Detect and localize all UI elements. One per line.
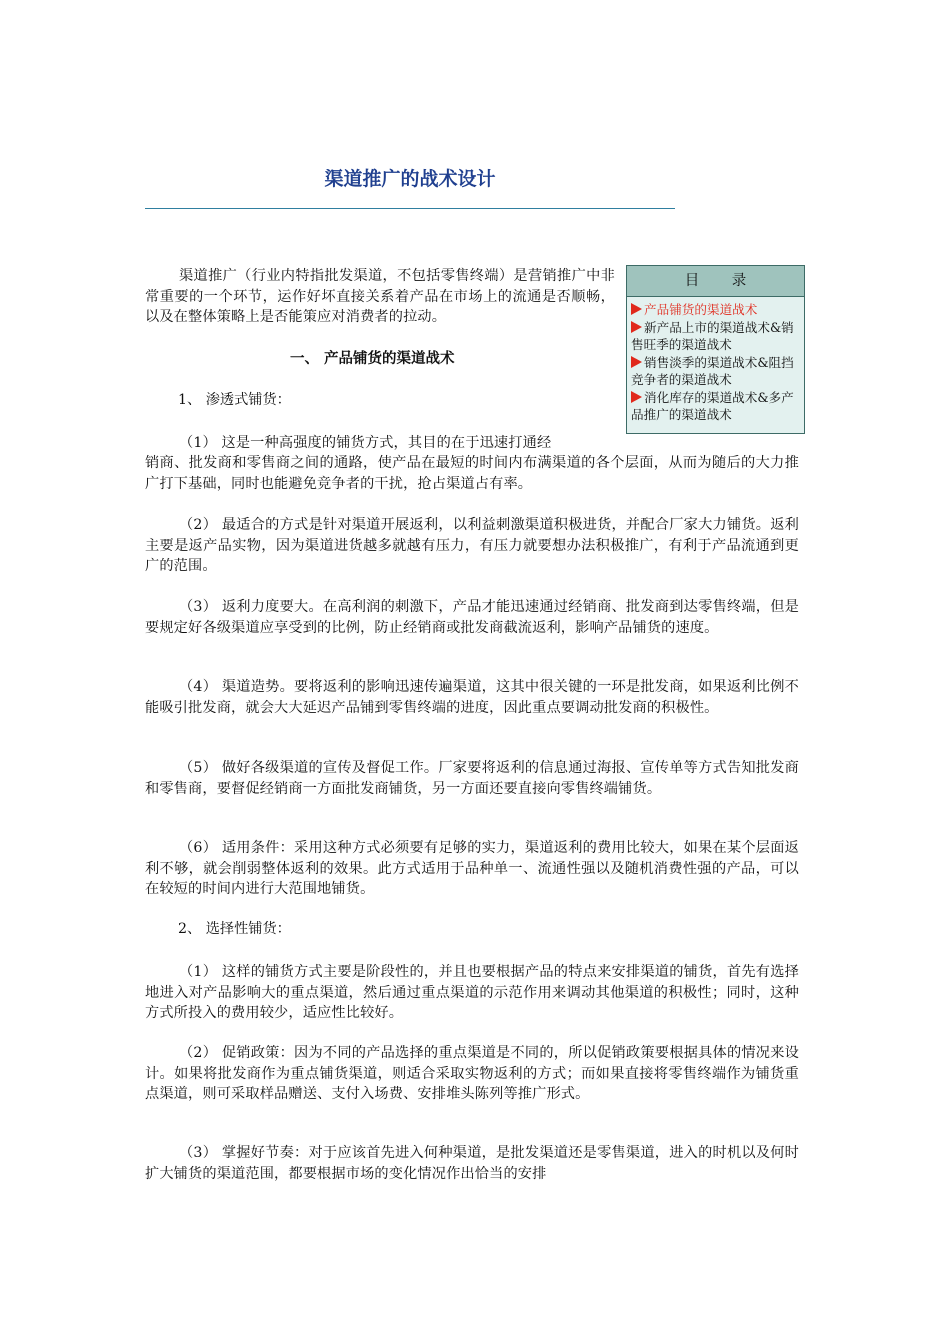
intro-paragraph: 渠道推广（行业内特指批发渠道，不包括零售终端）是营销推广中非常重要的一个环节，运作好坏直接关系着产品在市场上的流通是否顺畅，以及在整体策略上是否能策应对消费者的拉动。: [145, 268, 615, 325]
arrow-right-icon: [631, 391, 642, 403]
arrow-right-icon: [631, 321, 642, 333]
arrow-right-icon: [631, 356, 642, 368]
paragraph-1-2: （2） 最适合的方式是针对渠道开展返利，以利益刺激渠道积极进货，并配合厂家大力铺货。返利主要是返产品实物，因为渠道进货越多就越有压力，有压力就要想办法积极推广，有利于产品流通到更广的范围。: [145, 517, 799, 574]
toc-item-3[interactable]: 销售淡季的渠道战术&阻挡竞争者的渠道战术: [631, 354, 794, 387]
paragraph-2-2: （2） 促销政策：因为不同的产品选择的重点渠道是不同的，所以促销政策要根据具体的情况来设计。如果将批发商作为重点铺货渠道，则适合采取实物返利的方式；而如果直接将零售终端作为铺货重点渠道，则可采取样品赠送、支付入场费、安排堆头陈列等推广形式。: [145, 1045, 799, 1102]
paragraph-2-3: （3） 掌握好节奏：对于应该首先进入何种渠道，是批发渠道还是零售渠道，进入的时机以及何时扩大铺货的渠道范围，都要根据市场的变化情况作出恰当的安排: [145, 1145, 799, 1182]
paragraph-1-1-continued: 销商、批发商和零售商之间的通路，使产品在最短的时间内布满渠道的各个层面，从而为随后的大力推广打下基础，同时也能避免竞争者的干扰，抢占渠道占有率。: [145, 455, 799, 492]
section-heading: 一、 产品铺货的渠道战术: [290, 351, 455, 367]
toc-header: 目 录: [627, 266, 804, 297]
title-divider: [145, 208, 675, 209]
paragraph-1-5: （5） 做好各级渠道的宣传及督促工作。厂家要将返利的信息通过海报、宣传单等方式告知批发商和零售商，要督促经销商一方面批发商铺货，另一方面还要直接向零售终端铺货。: [145, 760, 799, 797]
paragraph-1-6: （6） 适用条件：采用这种方式必须要有足够的实力，渠道返利的费用比较大，如果在某个层面返利不够，就会削弱整体返利的效果。此方式适用于品种单一、流通性强以及随机消费性强的产品，可以在较短的时间内进行大范围地铺货。: [145, 840, 799, 897]
subsection-heading-2: 2、 选择性铺货：: [178, 921, 291, 937]
toc-item-4[interactable]: 消化库存的渠道战术&多产品推广的渠道战术: [631, 389, 794, 422]
toc-list: [627, 297, 804, 424]
page-title: 渠道推广的战术设计: [324, 168, 496, 190]
arrow-right-icon: [631, 303, 642, 315]
paragraph-1-3: （3） 返利力度要大。在高利润的刺激下，产品才能迅速通过经销商、批发商到达零售终端，但是要规定好各级渠道应享受到的比例，防止经销商或批发商截流返利，影响产品铺货的速度。: [145, 599, 799, 636]
subsection-heading-1: 1、 渗透式铺货：: [178, 392, 291, 408]
paragraph-1-4: （4） 渠道造势。要将返利的影响迅速传遍渠道，这其中很关键的一环是批发商，如果返利比例不能吸引批发商，就会大大延迟产品铺到零售终端的进度，因此重点要调动批发商的积极性。: [145, 679, 799, 716]
toc-item-1[interactable]: 产品铺货的渠道战术: [631, 301, 801, 319]
table-of-contents: [626, 265, 805, 434]
toc-item-2[interactable]: 新产品上市的渠道战术&销售旺季的渠道战术: [631, 319, 794, 352]
paragraph-1-1: （1） 这是一种高强度的铺货方式，其目的在于迅速打通经: [179, 435, 552, 451]
paragraph-2-1: （1） 这样的铺货方式主要是阶段性的，并且也要根据产品的特点来安排渠道的铺货，首先有选择地进入对产品影响大的重点渠道，然后通过重点渠道的示范作用来调动其他渠道的积极性；同时，这种方式所投入的费用较少，适应性比较好。: [145, 964, 799, 1021]
